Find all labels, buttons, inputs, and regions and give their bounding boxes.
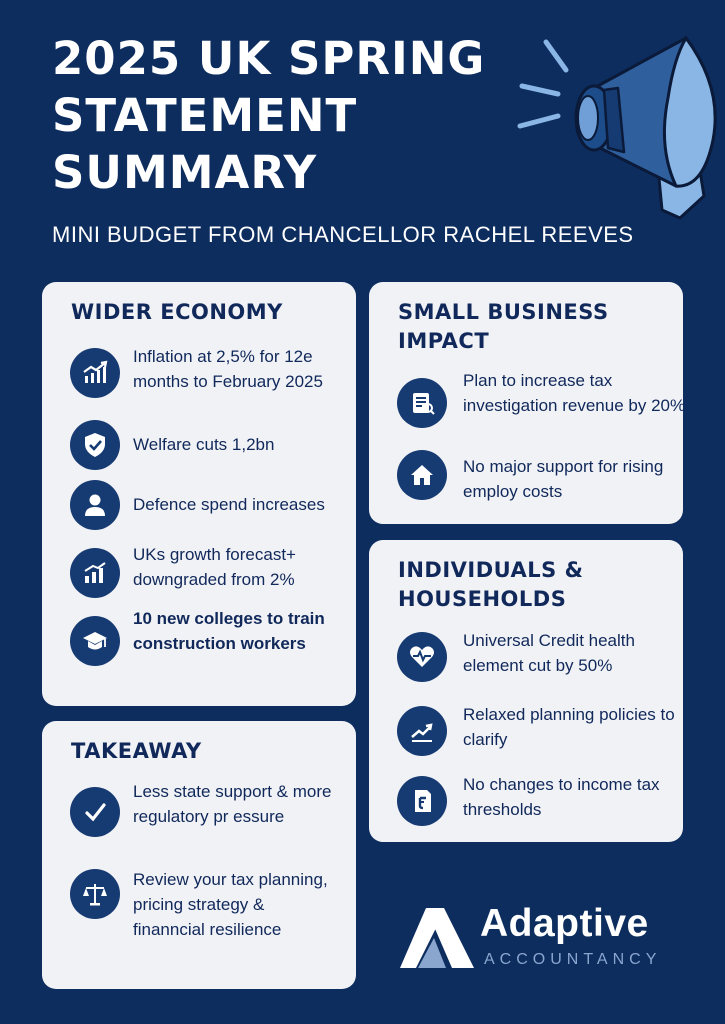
takeaway-title: TAKEAWAY — [71, 739, 202, 763]
document-scan-icon — [397, 378, 447, 428]
list-item-text: 10 new colleges to train construction workers — [133, 609, 325, 653]
megaphone-icon — [508, 28, 723, 228]
shield-check-icon — [70, 420, 120, 470]
graduation-cap-icon — [70, 616, 120, 666]
list-item-text: Less state support & more regulatory pr essure — [133, 782, 332, 826]
page-title: 2025 UK SPRING STATEMENT SUMMARY — [52, 32, 486, 199]
list-item-text: Inflation at 2,5% for 12e months to February 2025 — [133, 347, 323, 391]
list-item-text: No major support for rising employ costs — [463, 457, 664, 501]
small-business-title: SMALL BUSINESS IMPACT — [398, 300, 609, 353]
list-item-text: Welfare cuts 1,2bn — [133, 435, 275, 454]
checkmark-icon — [70, 787, 120, 837]
chart-growth-icon — [70, 348, 120, 398]
bar-chart-icon — [70, 548, 120, 598]
logo-mark-icon — [400, 904, 476, 970]
small-business-card — [369, 282, 686, 524]
list-item-text: Defence spend increases — [133, 495, 325, 514]
individuals-title: INDIVIDUALS & HOUSEHOLDS — [398, 558, 584, 611]
list-item-text: No changes to income tax thresholds — [463, 775, 660, 819]
wider-economy-title: WIDER ECONOMY — [71, 300, 283, 324]
heart-pulse-icon — [397, 632, 447, 682]
trend-line-icon — [397, 706, 447, 756]
logo-name: Adaptive — [480, 902, 649, 945]
wider-economy-card — [42, 282, 356, 706]
page-subtitle: MINI BUDGET FROM CHANCELLOR RACHEL REEVES — [52, 222, 634, 247]
tax-document-icon — [397, 776, 447, 826]
adaptive-accountancy-logo — [400, 902, 670, 974]
person-icon — [70, 480, 120, 530]
list-item-text: Review your tax planning, pricing strategy & finanncial resilience — [133, 870, 328, 939]
list-item-text: Plan to increase tax investigation revenue by 20% — [463, 371, 686, 415]
scales-icon — [70, 869, 120, 919]
logo-subtitle: ACCOUNTANCY — [484, 951, 662, 968]
list-item-text: UKs growth forecast+ downgraded from 2% — [133, 545, 296, 589]
house-icon — [397, 450, 447, 500]
list-item-text: Universal Credit health element cut by 50% — [463, 631, 635, 675]
list-item-text: Relaxed planning policies to clarify — [463, 705, 675, 749]
individuals-card — [369, 540, 683, 842]
takeaway-card — [42, 721, 356, 989]
